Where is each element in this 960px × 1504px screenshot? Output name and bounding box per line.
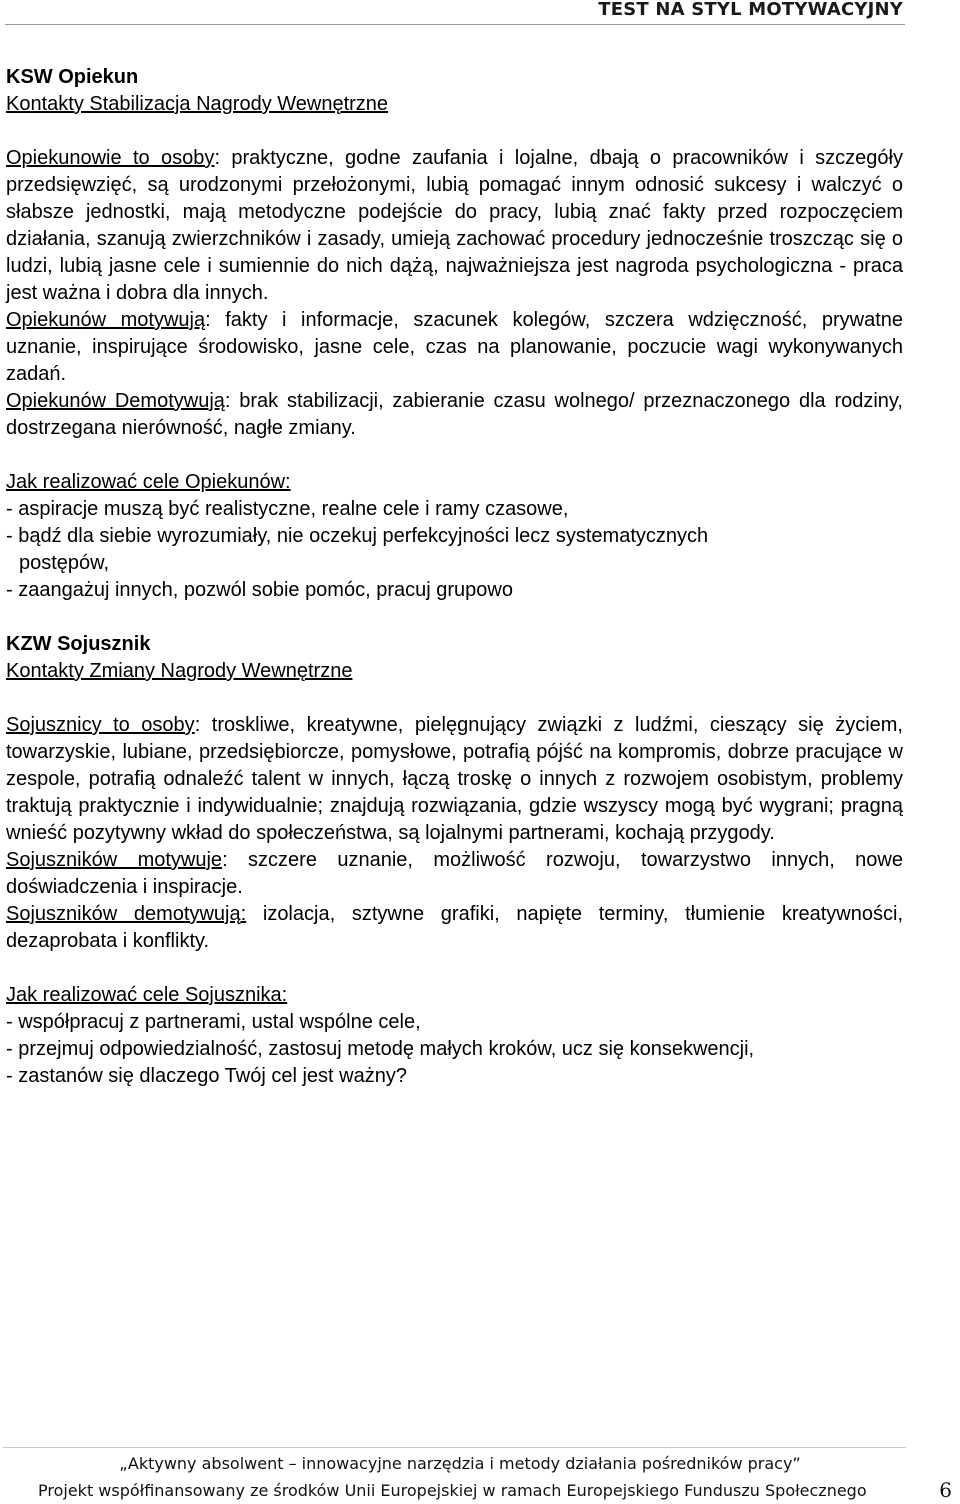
- section-sojusznik: [6, 631, 903, 1090]
- spacer: [6, 442, 903, 469]
- section-subtitle: Kontakty Zmiany Nagrody Wewnętrzne: [6, 660, 353, 682]
- description-paragraph: [6, 712, 903, 847]
- section-title: KZW Sojusznik: [6, 633, 151, 655]
- motivators-paragraph: [6, 307, 903, 388]
- header-title: TEST NA STYL MOTYWACYJNY: [598, 0, 903, 20]
- paragraph-label: Opiekunowie to osoby: [6, 147, 215, 169]
- footer-project-title: „Aktywny absolwent – innowacyjne narzędzia i metody działania pośredników pracy”: [119, 1454, 801, 1473]
- howto-item: - aspiracje muszą być realistyczne, realne cele i ramy czasowe,: [6, 498, 569, 520]
- paragraph-text: : troskliwe, kreatywne, pielęgnujący związki z ludźmi, cieszący się życiem, towarzyskie, lubiane, przedsiębiorcze, pomysłowe, potrafią pójść na kompromis, dobrze pracujące w zespole, potrafią odnaleźć talent w innych, łączą troskę o innych z rozwojem osobistym, problemy traktują praktycznie i indywidualnie; znajdują rozwiązania, gdzie wszyscy mogą być wygrani; pragną wnieść pozytywny wkład do społeczeństwa, są lojalnymi partnerami, kochają przygody.: [6, 714, 903, 844]
- paragraph-text: : fakty i informacje, szacunek kolegów, szczera wdzięczność, prywatne uznanie, inspirujące środowisko, jasne cele, czas na planowanie, poczucie wagi wykonywanych zadań.: [6, 309, 903, 385]
- paragraph-text: : praktyczne, godne zaufania i lojalne, dbają o pracowników i szczegóły przedsięwzięć, są urodzonymi przełożonymi, lubią pomagać innym odnosić sukcesy i walczyć o słabsze jednostki, mają metodyczne podejście do pracy, lubią znać fakty przed rozpoczęciem działania, szanują zwierzchników i zasady, umieją zachować procedury jednocześnie troszcząc się o ludzi, lubią jasne cele i sumiennie do nich dążą, najważniejsza jest nagroda psychologiczna - praca jest ważna i dobra dla innych.: [6, 147, 903, 304]
- paragraph-label: Sojuszników motywuje: [6, 849, 223, 871]
- spacer: [6, 685, 903, 712]
- howto-item: - zastanów się dlaczego Twój cel jest ważny?: [6, 1065, 407, 1087]
- demotivators-paragraph: [6, 388, 903, 442]
- demotivators-paragraph: [6, 901, 903, 955]
- motivators-paragraph: [6, 847, 903, 901]
- spacer: [6, 955, 903, 982]
- description-paragraph: [6, 145, 903, 307]
- howto-item-continuation: postępów,: [19, 552, 110, 574]
- paragraph-text: : szczere uznanie, możliwość rozwoju, towarzystwo innych, nowe doświadczenia i inspiracje.: [6, 849, 903, 898]
- paragraph-label: Sojusznicy to osoby: [6, 714, 195, 736]
- howto-item: - współpracuj z partnerami, ustal wspólne cele,: [6, 1011, 421, 1033]
- section-title: KSW Opiekun: [6, 66, 139, 88]
- howto-item: - zaangażuj innych, pozwól sobie pomóc, pracuj grupowo: [6, 579, 513, 601]
- howto-title: Jak realizować cele Sojusznika:: [6, 984, 288, 1006]
- paragraph-label: Opiekunów motywują: [6, 309, 206, 331]
- section-opiekun: [6, 64, 903, 604]
- document-body: [6, 64, 903, 1090]
- section-subtitle: Kontakty Stabilizacja Nagrody Wewnętrzne: [6, 93, 389, 115]
- page-number: 6: [939, 1478, 952, 1502]
- howto-item: - bądź dla siebie wyrozumiały, nie oczekuj perfekcyjności lecz systematycznych: [6, 525, 709, 547]
- paragraph-text: izolacja, sztywne grafiki, napięte terminy, tłumienie kreatywności, dezaprobata i konflikty.: [6, 903, 903, 952]
- paragraph-label: Sojuszników demotywują:: [6, 903, 247, 925]
- howto-title: Jak realizować cele Opiekunów:: [6, 471, 291, 493]
- spacer: [6, 604, 903, 631]
- paragraph-text: : brak stabilizacji, zabieranie czasu wolnego/ przeznaczonego dla rodziny, dostrzegana nierówność, nagłe zmiany.: [6, 390, 903, 439]
- paragraph-label: Opiekunów Demotywują: [6, 390, 225, 412]
- header-divider: [5, 24, 905, 25]
- footer-funding-note: Projekt współfinansowany ze środków Unii Europejskiej w ramach Europejskiego Funduszu Społecznego: [38, 1481, 867, 1500]
- footer-divider: [3, 1447, 906, 1448]
- howto-item: - przejmuj odpowiedzialność, zastosuj metodę małych kroków, ucz się konsekwencji,: [6, 1038, 755, 1060]
- spacer: [6, 118, 903, 145]
